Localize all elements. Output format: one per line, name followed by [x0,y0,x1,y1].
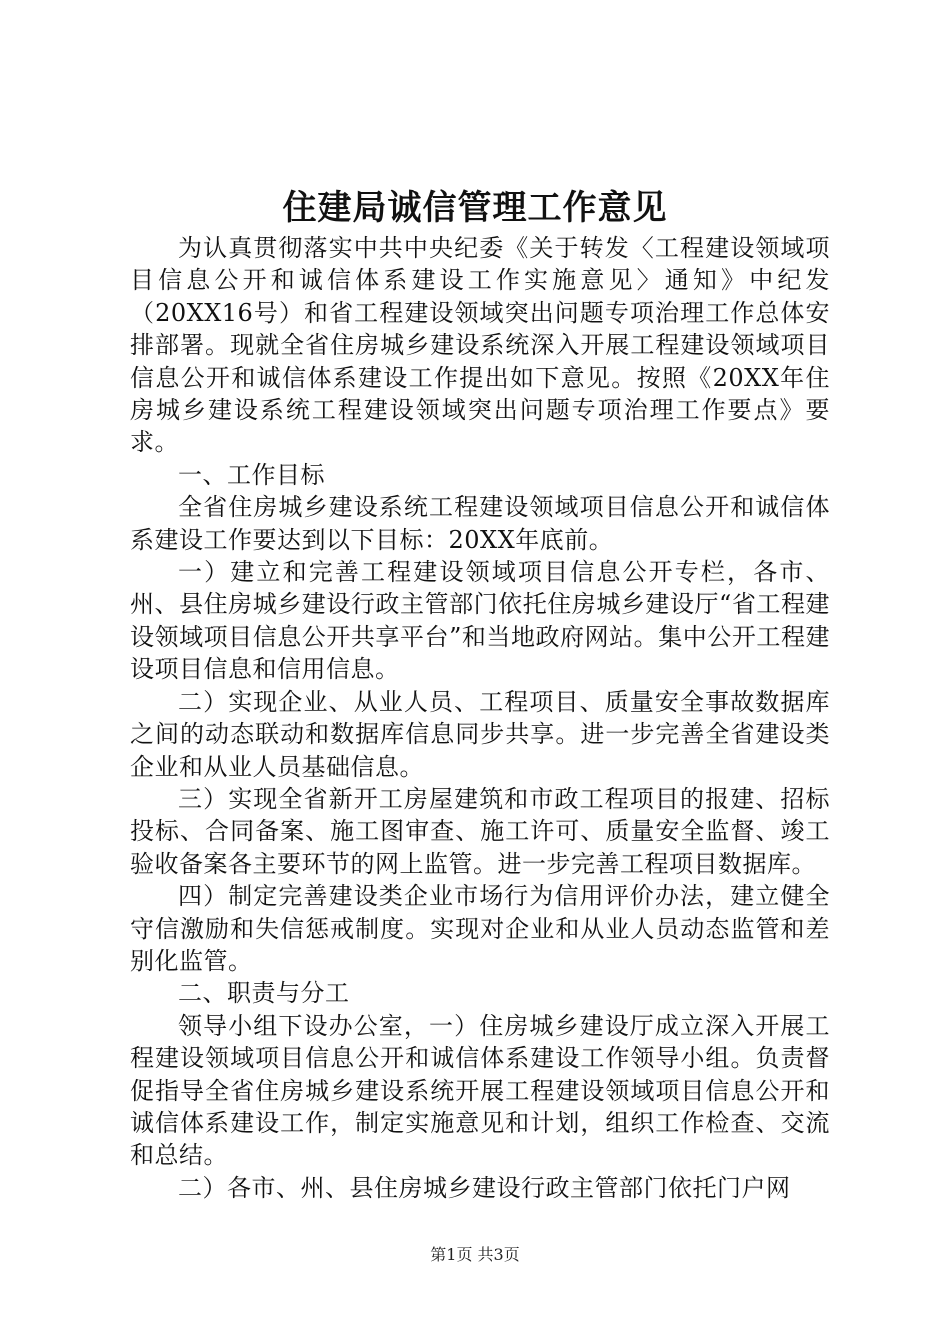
paragraph-goal-2: 二）实现企业、从业人员、工程项目、质量安全事故数据库之间的动态联动和数据库信息同步共享。进一步完善全省建设类企业和从业人员基础信息。 [130,687,830,781]
paragraph-duty-1: 领导小组下设办公室，一）住房城乡建设厅成立深入开展工程建设领域项目信息公开和诚信体系建设工作领导小组。负责督促指导全省住房城乡建设系统开展工程建设领域项目信息公开和诚信体系建设工作，制定实施意见和计划，组织工作检查、交流和总结。 [130,1011,830,1170]
section-heading-duties: 二、职责与分工 [178,979,350,1008]
section-heading-goals: 一、工作目标 [178,460,325,489]
paragraph-goals-summary: 全省住房城乡建设系统工程建设领域项目信息公开和诚信体系建设工作要达到以下目标：20XX年底前。 [130,493,830,554]
paragraph-goal-3: 三）实现全省新开工房屋建筑和市政工程项目的报建、招标投标、合同备案、施工图审查、施工许可、质量安全监督、竣工验收备案各主要环节的网上监管。进一步完善工程项目数据库。 [130,784,830,878]
paragraph-intro: 为认真贯彻落实中共中央纪委《关于转发〈工程建设领域项目信息公开和诚信体系建设工作实施意见〉通知》中纪发（20XX16号）和省工程建设领域突出问题专项治理工作总体安排部署。现就全省住房城乡建设系统深入开展工程建设领域项目信息公开和诚信体系建设工作提出如下意见。按照《20XX年住房城乡建设系统工程建设领域突出问题专项治理工作要点》要求。 [130,234,830,457]
page-footer: 第1页 共3页 [430,1245,520,1264]
paragraph-goal-1: 一）建立和完善工程建设领域项目信息公开专栏，各市、州、县住房城乡建设行政主管部门依托住房城乡建设厅“省工程建设领域项目信息公开共享平台”和当地政府网站。集中公开工程建设项目信息和信用信息。 [130,558,830,684]
paragraph-goal-4: 四）制定完善建设类企业市场行为信用评价办法，建立健全守信激励和失信惩戒制度。实现对企业和从业人员动态监管和差别化监管。 [130,882,830,975]
document-title: 住建局诚信管理工作意见 [282,188,668,228]
document-body [130,232,830,1204]
paragraph-duty-2: 二）各市、州、县住房城乡建设行政主管部门依托门户网 [178,1173,791,1202]
